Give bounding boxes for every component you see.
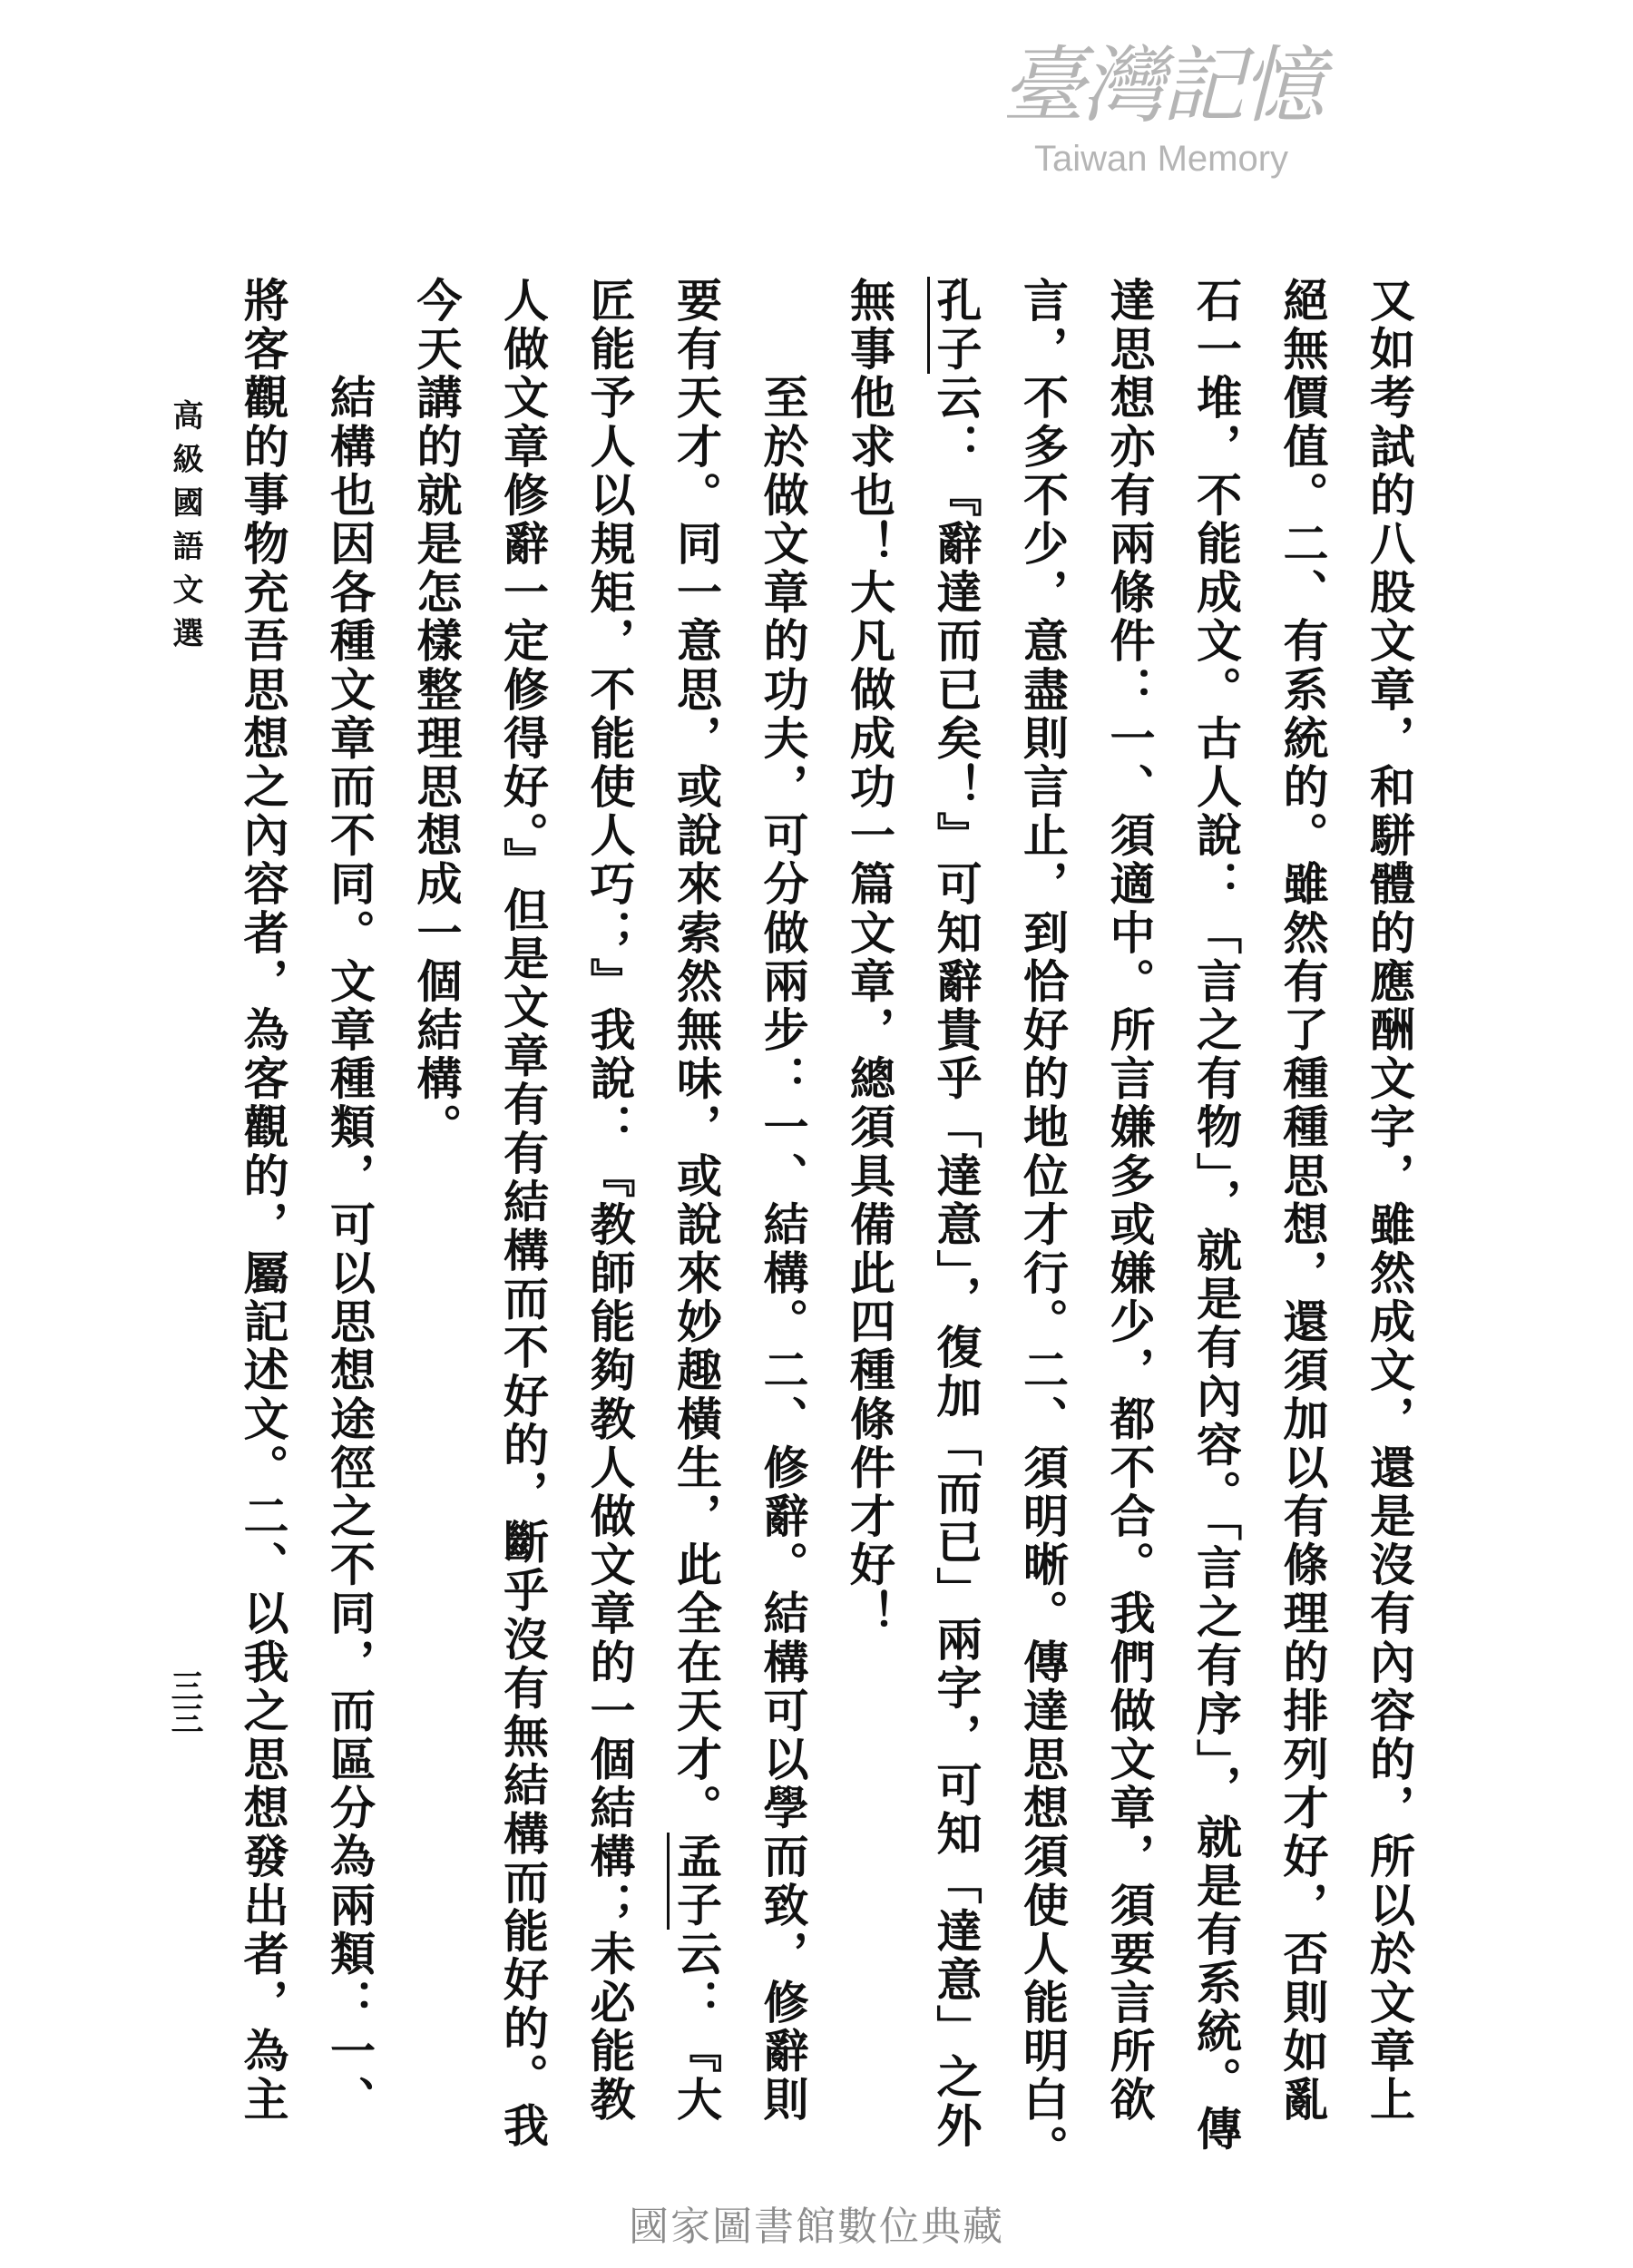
proper-name-mark: 孔子 bbox=[927, 277, 983, 374]
text-column: 石一堆，不能成文。古人說：「言之有物」，就是有內容。「言之有序」，就是有系統。傳 bbox=[1189, 277, 1243, 2154]
text-column: 又如考試的八股文章，和駢體的應酬文字，雖然成文，還是沒有內容的，所以於文章上 bbox=[1363, 277, 1416, 2125]
text-column: 言，不多不少，意盡則言止，到恰好的地位才行。二、須明晰。傳達思想須使人能明白。 bbox=[1016, 277, 1070, 2174]
text-column: 孔子云：『辭達而已矣！』可知辭貴乎「達意」，復加「而已」兩字，可知「達意」之外 bbox=[924, 277, 988, 2164]
proper-name-mark: 孟子 bbox=[667, 1833, 723, 1930]
running-header-book-title: 高級國語文選 bbox=[167, 399, 203, 660]
text-column: 人做文章修辭一定修得好。』但是文章有有結構而不好的，斷乎沒有無結構而能好的。我 bbox=[496, 277, 550, 2151]
text-column: 絕無價值。二、有系統的。雖然有了種種思想，還須加以有條理的排列才好，否則如亂 bbox=[1276, 277, 1330, 2125]
text-column: 將客觀的事物充吾思想之內容者，為客觀的，屬記述文。二、以我之思想發出者，為主 bbox=[236, 277, 290, 2125]
text-column: 無事他求也！大凡做成功一篇文章，總須具備此四種條件才好！ bbox=[843, 277, 896, 1638]
watermark-chinese: 臺灣記憶 bbox=[1001, 37, 1321, 134]
watermark-english: Taiwan Memory bbox=[1033, 139, 1289, 179]
text-column: 今天講的就是怎樣整理思想成一個結構。 bbox=[409, 277, 464, 1152]
taiwan-memory-watermark bbox=[998, 36, 1325, 181]
text-column: 要有天才。同一意思，或說來索然無味，或說來妙趣橫生，此全在天才。孟子云：『大 bbox=[664, 277, 728, 2164]
text-column: 達思想亦有兩條件：一、須適中。所言嫌多或嫌少，都不合。我們做文章，須要言所欲 bbox=[1102, 277, 1157, 2125]
page-number: 三三 bbox=[166, 1669, 204, 1735]
text-column: 匠能予人以規矩，不能使人巧；』我說：『教師能夠教人做文章的一個結構；未必能教 bbox=[582, 277, 637, 2125]
text-column: 至於做文章的功夫，可分做兩步：一、結構。二、修辭。結構可以學而致，修辭則 bbox=[756, 277, 810, 2125]
footer-source-credit: 國家圖書館數位典藏 bbox=[629, 2204, 1004, 2250]
text-column: 結構也因各種文章而不同。文章種類，可以思想途徑之不同，而區分為兩類：一、 bbox=[323, 277, 376, 2125]
